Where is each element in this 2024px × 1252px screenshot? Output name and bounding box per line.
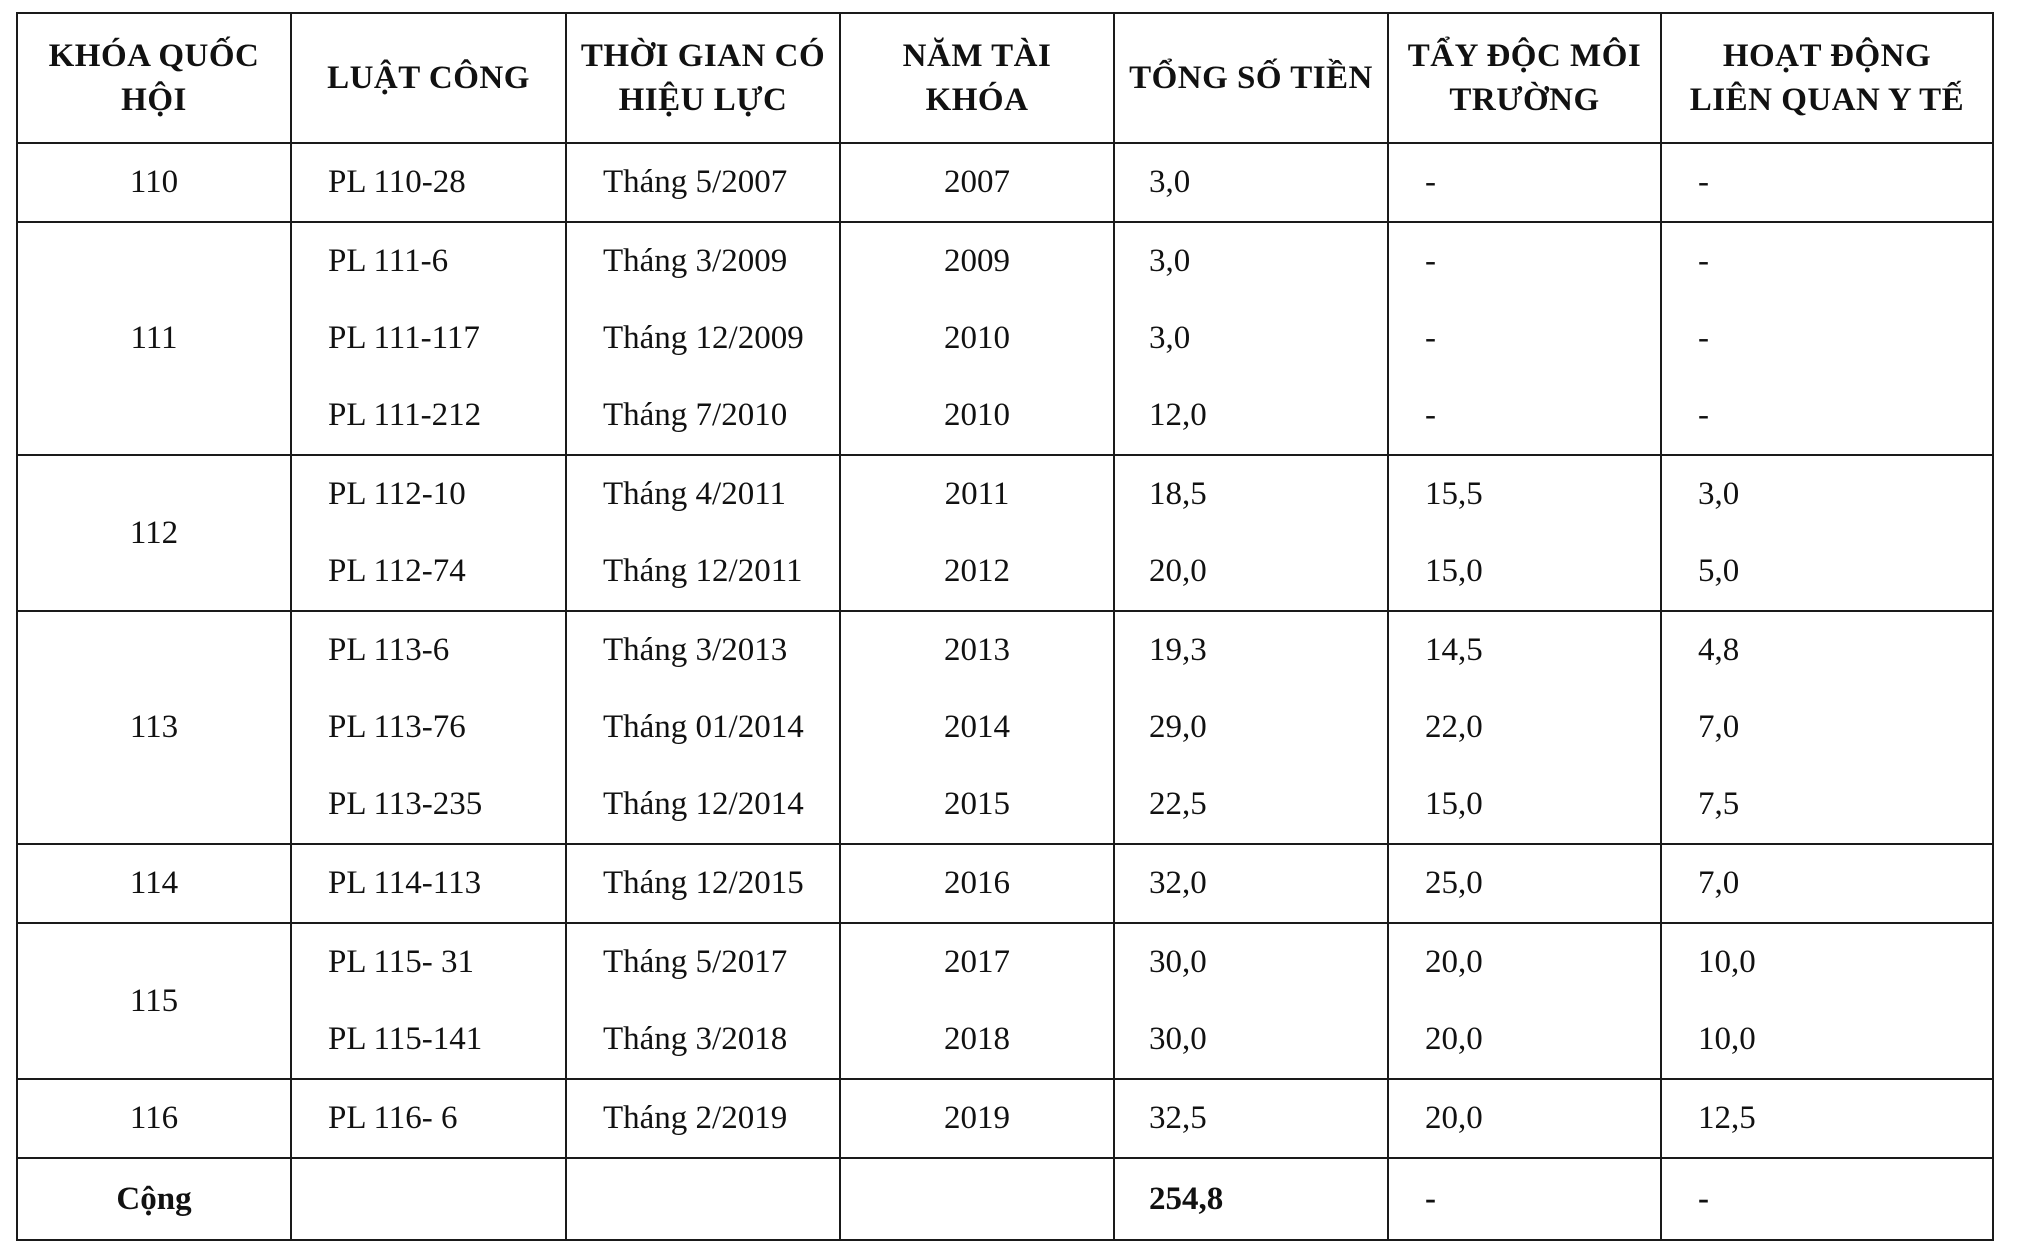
total-amount-value: 3,0 bbox=[1149, 164, 1191, 200]
public-law-value: PL 112-74 bbox=[328, 553, 466, 589]
effective-date-cell bbox=[566, 143, 840, 222]
environment-cell bbox=[1388, 143, 1661, 222]
total-amount-value: 3,0 bbox=[1149, 243, 1191, 279]
total-amount-value: 20,0 bbox=[1149, 553, 1207, 589]
environment-value: 15,5 bbox=[1425, 476, 1483, 512]
fiscal-year-cell bbox=[840, 455, 1114, 611]
total-amount-value: 18,5 bbox=[1149, 476, 1207, 512]
public-law-value: PL 116- 6 bbox=[328, 1100, 458, 1136]
public-law-value: PL 113-6 bbox=[328, 632, 450, 668]
health-cell bbox=[1661, 611, 1993, 844]
effective-date-value: Tháng 12/2009 bbox=[603, 320, 804, 356]
table-row bbox=[17, 611, 1993, 844]
effective-date-value: Tháng 7/2010 bbox=[603, 397, 788, 433]
health-value: - bbox=[1698, 397, 1709, 433]
health-value: 7,0 bbox=[1698, 709, 1740, 745]
effective-date-value: Tháng 12/2014 bbox=[603, 786, 804, 822]
effective-date-value: Tháng 01/2014 bbox=[603, 709, 804, 745]
header-row bbox=[17, 13, 1993, 143]
health-cell bbox=[1661, 222, 1993, 455]
public-law-cell bbox=[291, 143, 566, 222]
effective-date-cell bbox=[566, 844, 840, 923]
environment-value: 20,0 bbox=[1425, 1100, 1483, 1136]
fiscal-year-value: 2012 bbox=[944, 553, 1010, 589]
health-cell bbox=[1661, 455, 1993, 611]
congress-cell: 111 bbox=[17, 222, 291, 455]
public-law-cell bbox=[291, 611, 566, 844]
total-amount-value: 29,0 bbox=[1149, 709, 1207, 745]
header-total-amount: TỔNG SỐ TIỀN bbox=[1114, 13, 1388, 143]
fiscal-year-value: 2019 bbox=[944, 1100, 1010, 1136]
effective-date-cell bbox=[566, 455, 840, 611]
header-health-activities: HOẠT ĐỘNG LIÊN QUAN Y TẾ bbox=[1661, 13, 1993, 143]
effective-date-cell bbox=[566, 222, 840, 455]
environment-value: 15,0 bbox=[1425, 786, 1483, 822]
fiscal-year-value: 2017 bbox=[944, 944, 1010, 980]
total-amount-cell bbox=[1114, 1158, 1388, 1240]
public-law-cell bbox=[291, 844, 566, 923]
fiscal-year-cell bbox=[840, 1079, 1114, 1158]
header-environmental-remediation: TẨY ĐỘC MÔI TRƯỜNG bbox=[1388, 13, 1661, 143]
fiscal-year-value: 2015 bbox=[944, 786, 1010, 822]
total-amount-cell bbox=[1114, 222, 1388, 455]
health-value: 7,0 bbox=[1698, 865, 1740, 901]
fiscal-year-cell bbox=[840, 222, 1114, 455]
total-health-value: - bbox=[1698, 1180, 1709, 1217]
effective-date-value: Tháng 5/2017 bbox=[603, 944, 788, 980]
environment-value: 20,0 bbox=[1425, 944, 1483, 980]
table-row bbox=[17, 143, 1993, 222]
health-cell bbox=[1661, 143, 1993, 222]
effective-date-value: Tháng 12/2015 bbox=[603, 865, 804, 901]
effective-date-value: Tháng 2/2019 bbox=[603, 1100, 788, 1136]
fiscal-year-value: 2007 bbox=[944, 164, 1010, 200]
environment-cell bbox=[1388, 222, 1661, 455]
total-amount-value: 19,3 bbox=[1149, 632, 1207, 668]
total-effective-cell bbox=[566, 1158, 840, 1240]
congress-cell: 113 bbox=[17, 611, 291, 844]
total-amount-value: 3,0 bbox=[1149, 320, 1191, 356]
congress-cell: 110 bbox=[17, 143, 291, 222]
public-law-value: PL 115- 31 bbox=[328, 944, 475, 980]
total-amount-cell bbox=[1114, 1079, 1388, 1158]
fiscal-year-cell bbox=[840, 923, 1114, 1079]
public-law-value: PL 111-212 bbox=[328, 397, 482, 433]
fiscal-year-cell bbox=[840, 143, 1114, 222]
environment-value: 25,0 bbox=[1425, 865, 1483, 901]
public-law-cell bbox=[291, 1079, 566, 1158]
health-cell bbox=[1661, 923, 1993, 1079]
health-value: - bbox=[1698, 320, 1709, 356]
fiscal-year-value: 2018 bbox=[944, 1021, 1010, 1057]
fiscal-year-value: 2014 bbox=[944, 709, 1010, 745]
effective-date-cell bbox=[566, 611, 840, 844]
congress-cell: 115 bbox=[17, 923, 291, 1079]
effective-date-value: Tháng 3/2009 bbox=[603, 243, 788, 279]
fiscal-year-value: 2011 bbox=[944, 476, 1010, 512]
congress-cell: 112 bbox=[17, 455, 291, 611]
total-row bbox=[17, 1158, 1993, 1240]
table-row bbox=[17, 844, 1993, 923]
public-law-cell bbox=[291, 222, 566, 455]
fiscal-year-cell bbox=[840, 844, 1114, 923]
total-amount-value: 30,0 bbox=[1149, 1021, 1207, 1057]
environment-value: - bbox=[1425, 243, 1436, 279]
fiscal-year-value: 2016 bbox=[944, 865, 1010, 901]
environment-cell bbox=[1388, 1079, 1661, 1158]
total-amount-cell bbox=[1114, 455, 1388, 611]
health-value: 12,5 bbox=[1698, 1100, 1756, 1136]
total-law-cell bbox=[291, 1158, 566, 1240]
public-law-value: PL 111-117 bbox=[328, 320, 480, 356]
header-fiscal-year: NĂM TÀI KHÓA bbox=[840, 13, 1114, 143]
total-amount-value: 22,5 bbox=[1149, 786, 1207, 822]
table-row bbox=[17, 1079, 1993, 1158]
total-amount-value: 12,0 bbox=[1149, 397, 1207, 433]
environment-cell bbox=[1388, 923, 1661, 1079]
total-amount-cell bbox=[1114, 611, 1388, 844]
total-environment-value: - bbox=[1425, 1180, 1436, 1217]
health-value: 7,5 bbox=[1698, 786, 1740, 822]
header-public-law: LUẬT CÔNG bbox=[291, 13, 566, 143]
total-fy-cell bbox=[840, 1158, 1114, 1240]
total-amount-value: 32,0 bbox=[1149, 865, 1207, 901]
total-amount-cell bbox=[1114, 143, 1388, 222]
total-health-cell bbox=[1661, 1158, 1993, 1240]
header-effective-date: THỜI GIAN CÓ HIỆU LỰC bbox=[566, 13, 840, 143]
health-cell bbox=[1661, 1079, 1993, 1158]
public-law-value: PL 115-141 bbox=[328, 1021, 483, 1057]
public-law-value: PL 112-10 bbox=[328, 476, 466, 512]
environment-value: 15,0 bbox=[1425, 553, 1483, 589]
public-law-value: PL 114-113 bbox=[328, 865, 482, 901]
congress-cell: 114 bbox=[17, 844, 291, 923]
environment-value: 22,0 bbox=[1425, 709, 1483, 745]
environment-value: - bbox=[1425, 397, 1436, 433]
fiscal-year-value: 2010 bbox=[944, 397, 1010, 433]
public-law-value: PL 113-76 bbox=[328, 709, 466, 745]
public-law-value: PL 110-28 bbox=[328, 164, 466, 200]
environment-cell bbox=[1388, 844, 1661, 923]
effective-date-cell bbox=[566, 923, 840, 1079]
fiscal-year-value: 2009 bbox=[944, 243, 1010, 279]
total-amount-value: 32,5 bbox=[1149, 1100, 1207, 1136]
health-value: 10,0 bbox=[1698, 944, 1756, 980]
environment-cell bbox=[1388, 455, 1661, 611]
fiscal-year-cell bbox=[840, 611, 1114, 844]
environment-value: - bbox=[1425, 320, 1436, 356]
health-value: 10,0 bbox=[1698, 1021, 1756, 1057]
total-amount-cell bbox=[1114, 923, 1388, 1079]
total-amount-value: 30,0 bbox=[1149, 944, 1207, 980]
public-law-value: PL 113-235 bbox=[328, 786, 483, 822]
total-environment-cell bbox=[1388, 1158, 1661, 1240]
header-congress: KHÓA QUỐC HỘI bbox=[17, 13, 291, 143]
environment-cell bbox=[1388, 611, 1661, 844]
fiscal-year-value: 2010 bbox=[944, 320, 1010, 356]
public-law-value: PL 111-6 bbox=[328, 243, 449, 279]
effective-date-value: Tháng 12/2011 bbox=[603, 553, 803, 589]
funding-table bbox=[16, 12, 1994, 1241]
environment-value: 14,5 bbox=[1425, 632, 1483, 668]
table-row bbox=[17, 222, 1993, 455]
table-row bbox=[17, 455, 1993, 611]
effective-date-cell bbox=[566, 1079, 840, 1158]
health-value: - bbox=[1698, 243, 1709, 279]
environment-value: - bbox=[1425, 164, 1436, 200]
effective-date-value: Tháng 5/2007 bbox=[603, 164, 788, 200]
environment-value: 20,0 bbox=[1425, 1021, 1483, 1057]
effective-date-value: Tháng 3/2018 bbox=[603, 1021, 788, 1057]
public-law-cell bbox=[291, 455, 566, 611]
effective-date-value: Tháng 4/2011 bbox=[603, 476, 786, 512]
congress-cell: 116 bbox=[17, 1079, 291, 1158]
effective-date-value: Tháng 3/2013 bbox=[603, 632, 788, 668]
public-law-cell bbox=[291, 923, 566, 1079]
health-value: 5,0 bbox=[1698, 553, 1740, 589]
fiscal-year-value: 2013 bbox=[944, 632, 1010, 668]
health-value: - bbox=[1698, 164, 1709, 200]
total-amount-cell bbox=[1114, 844, 1388, 923]
total-amount-value: 254,8 bbox=[1149, 1180, 1224, 1217]
table-row bbox=[17, 923, 1993, 1079]
health-value: 4,8 bbox=[1698, 632, 1740, 668]
total-label: Cộng bbox=[17, 1158, 291, 1240]
health-value: 3,0 bbox=[1698, 476, 1740, 512]
health-cell bbox=[1661, 844, 1993, 923]
